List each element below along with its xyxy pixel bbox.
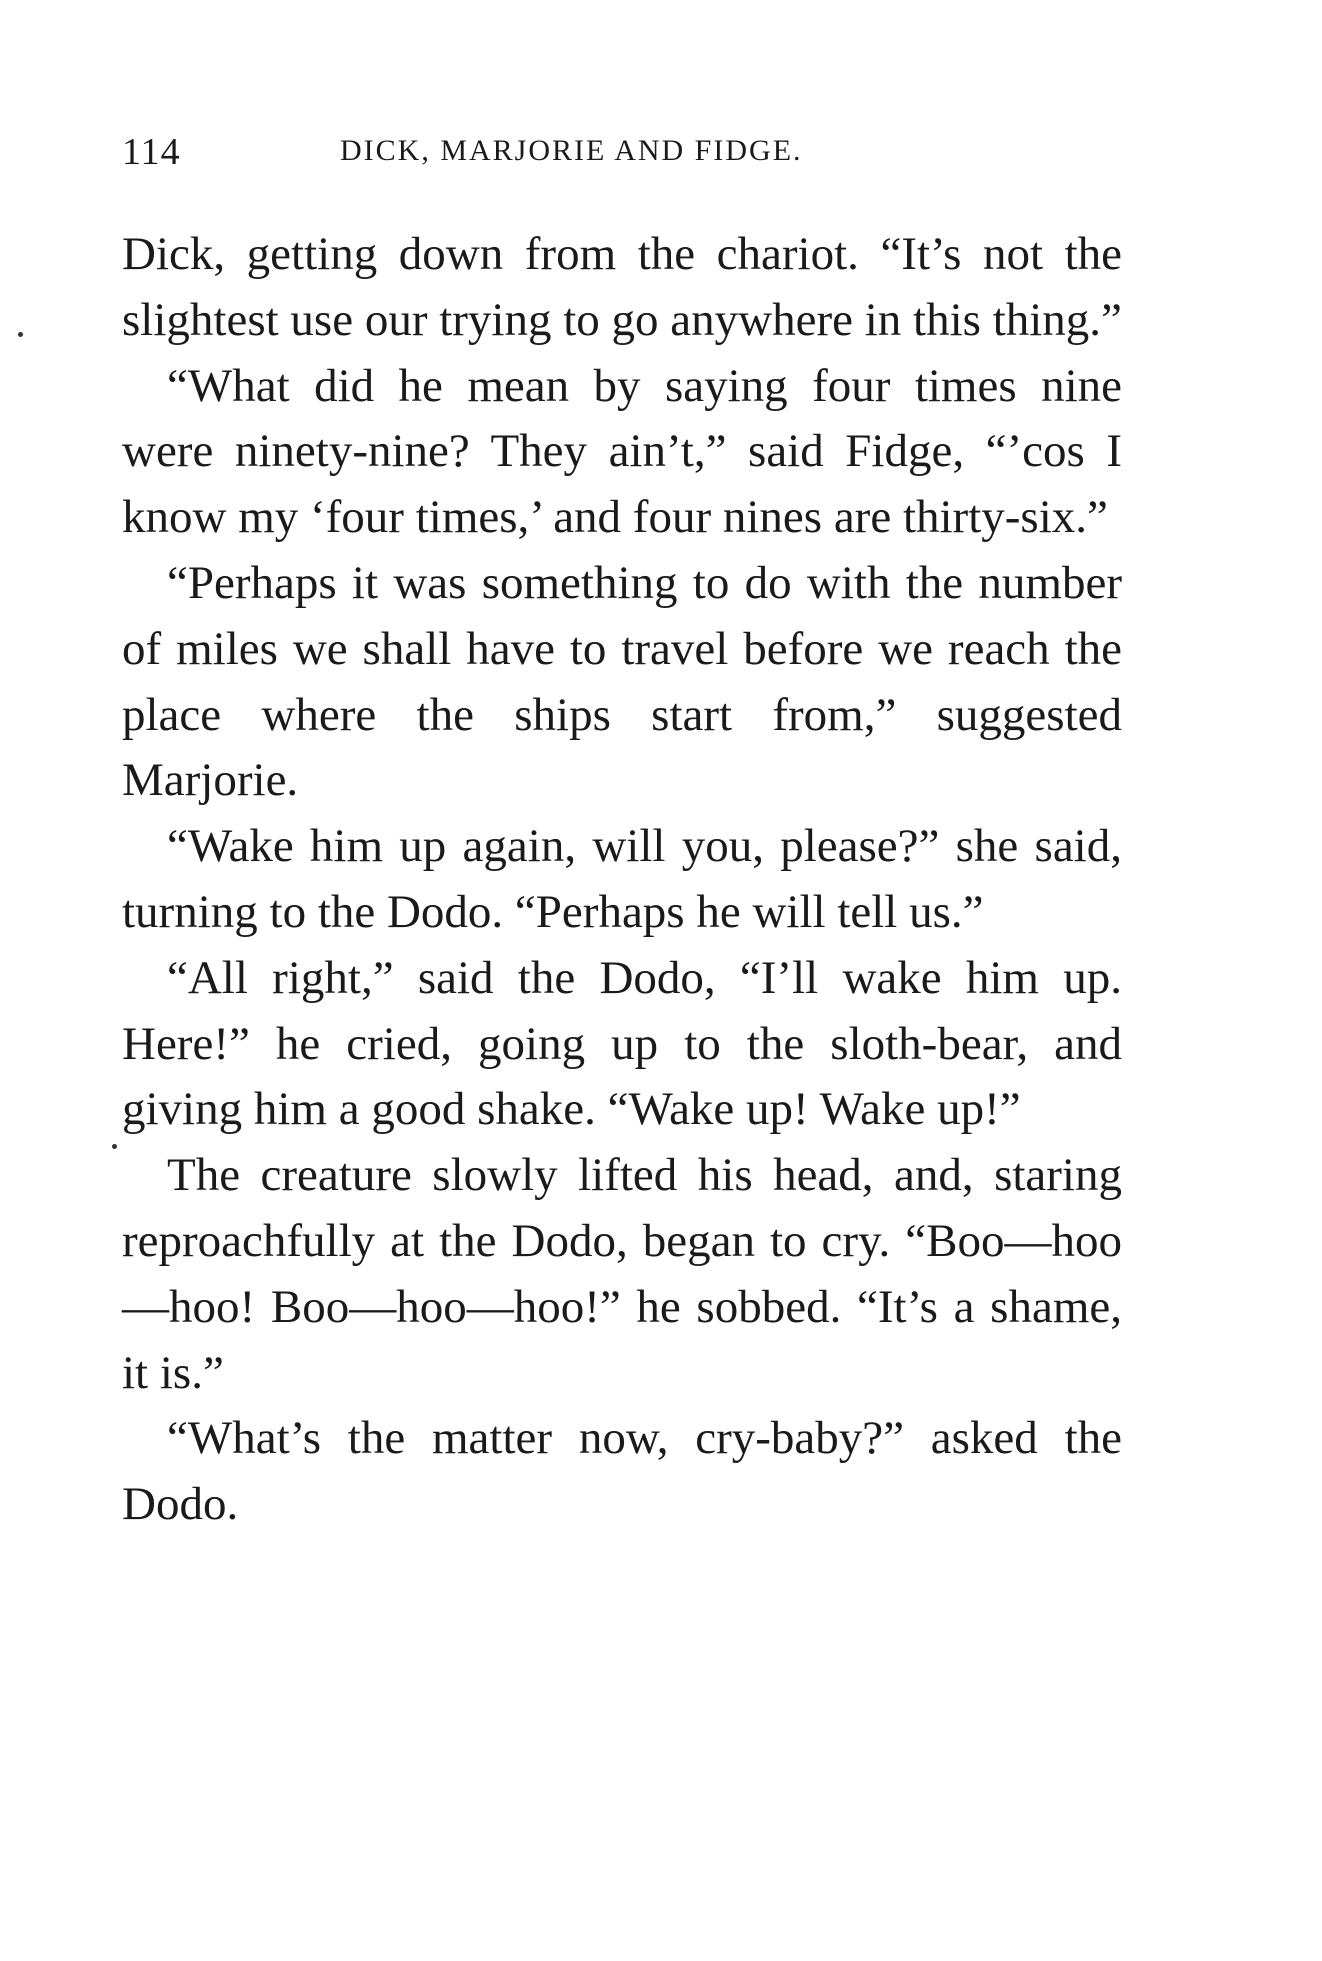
paragraph: Dick, getting down from the chariot. “It’s not the slightest use our trying to go anywhere in this thing.” <box>122 228 1122 346</box>
paragraph: “Wake him up again, will you, please?” she said, turning to the Dodo. “Perhaps he will tell us.” <box>122 820 1122 938</box>
running-head: DICK, MARJORIE AND FIDGE. <box>340 134 803 167</box>
page-header <box>122 130 1122 180</box>
scan-speck <box>112 1144 117 1149</box>
paragraph: “What’s the matter now, cry-baby?” asked the Dodo. <box>122 1412 1122 1531</box>
paragraph: The creature slowly lifted his head, and, staring reproachfully at the Dodo, began to cry. “Boo—hoo—hoo! Boo—hoo—hoo!” he sobbed. “It’s a shame, it is.” <box>122 1149 1122 1399</box>
page-number: 114 <box>122 131 181 173</box>
body-text <box>122 222 1122 1538</box>
paragraph: “Perhaps it was something to do with the number of miles we shall have to travel before we reach the place where the ships start from,” suggested Marjorie. <box>122 556 1122 807</box>
scan-speck <box>18 332 23 337</box>
paragraph: “All right,” said the Dodo, “I’ll wake him up. Here!” he cried, going up to the sloth-bear, and giving him a good shake. “Wake up! Wake up!” <box>122 951 1122 1136</box>
paragraph: “What did he mean by saying four times nine were ninety-nine? They ain’t,” said Fidge, “’cos I know my ‘four times,’ and four nines are thirty-six.” <box>122 359 1122 544</box>
